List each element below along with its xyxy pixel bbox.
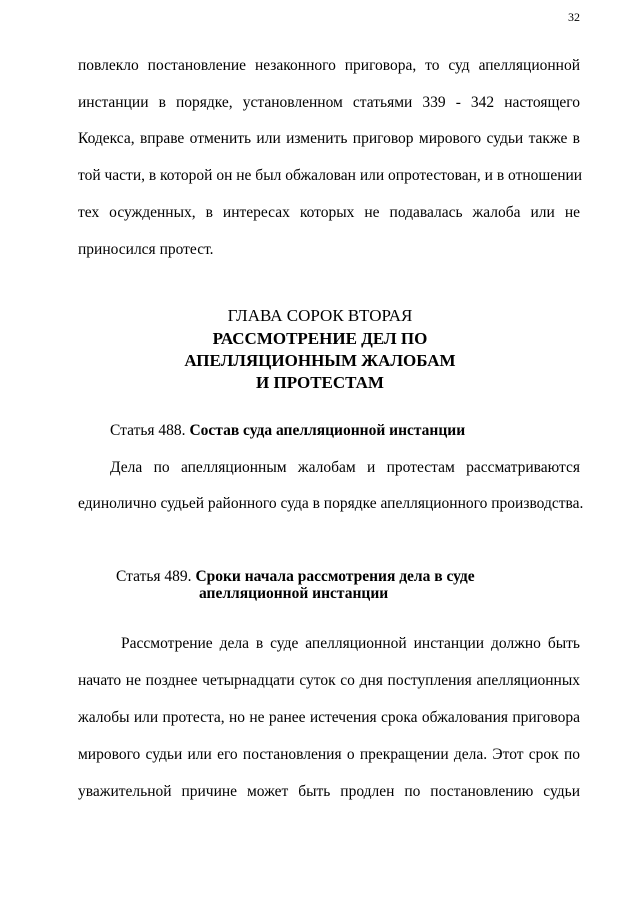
paragraph-line: Рассмотрение дела в суде апелляционной инстанции должно быть bbox=[121, 635, 580, 652]
article-title: Сроки начала рассмотрения дела в суде bbox=[195, 568, 475, 585]
paragraph-line: единолично судьей районного суда в порядке апелляционного производства. bbox=[78, 495, 584, 512]
paragraph-line: той части, в которой он не был обжалован или опротестован, и в отношении bbox=[78, 167, 583, 184]
page-number: 32 bbox=[568, 10, 580, 24]
paragraph-line: Кодекса, вправе отменить или изменить приговор мирового судьи также в bbox=[78, 130, 580, 147]
chapter-title-line: И ПРОТЕСТАМ bbox=[256, 373, 384, 392]
chapter-number: ГЛАВА СОРОК ВТОРАЯ bbox=[227, 306, 413, 325]
paragraph-line: инстанции в порядке, установленном статьями 339 - 342 настоящего bbox=[78, 94, 580, 111]
paragraph-line: повлекло постановление незаконного приговора, то суд апелляционной bbox=[78, 57, 580, 74]
article-label: Статья 489. bbox=[116, 568, 192, 585]
paragraph-line: приносился протест. bbox=[78, 241, 214, 258]
chapter-title-line: РАССМОТРЕНИЕ ДЕЛ ПО bbox=[212, 329, 428, 348]
paragraph-line: жалобы или протеста, но не ранее истечения срока обжалования приговора bbox=[78, 709, 580, 726]
article-title-continued: апелляционной инстанции bbox=[199, 585, 389, 602]
paragraph-line: уважительной причине может быть продлен по постановлению судьи bbox=[78, 783, 580, 800]
paragraph-line: тех осужденных, в интересах которых не подавалась жалоба или не bbox=[78, 204, 580, 221]
chapter-title-line: АПЕЛЛЯЦИОННЫМ ЖАЛОБАМ bbox=[184, 351, 456, 370]
article-title: Состав суда апелляционной инстанции bbox=[189, 422, 466, 439]
article-label: Статья 488. bbox=[110, 422, 186, 439]
paragraph-line: мирового судьи или его постановления о прекращении дела. Этот срок по bbox=[78, 746, 580, 763]
paragraph-line: начато не позднее четырнадцати суток со дня поступления апелляционных bbox=[78, 672, 580, 689]
article-heading bbox=[110, 421, 465, 441]
paragraph-line: Дела по апелляционным жалобам и протестам рассматриваются bbox=[110, 459, 580, 476]
